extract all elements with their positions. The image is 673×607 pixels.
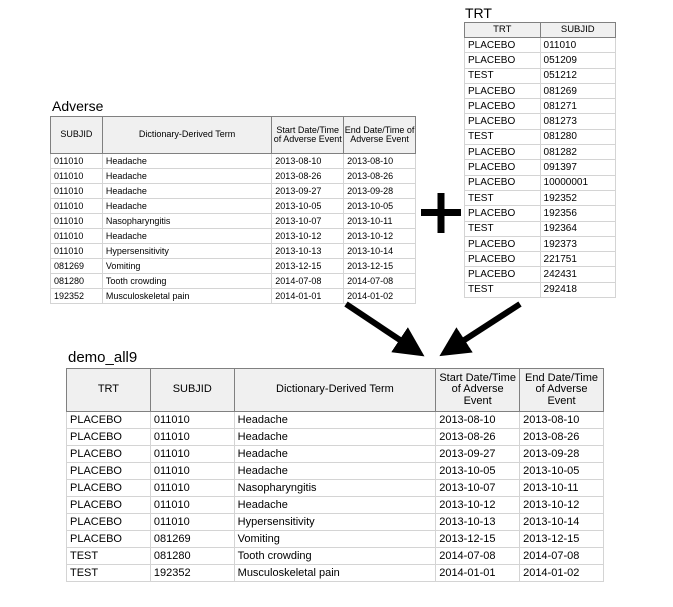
- table-row: [67, 446, 604, 463]
- table-cell: TEST: [465, 282, 541, 297]
- table-cell: 221751: [540, 252, 615, 267]
- table-cell: PLACEBO: [465, 160, 541, 175]
- table-cell: 2013-10-07: [436, 480, 520, 497]
- table-cell: 081280: [150, 548, 234, 565]
- adverse-col-header: End Date/Time of Adverse Event: [344, 117, 416, 154]
- table-cell: Headache: [102, 169, 271, 184]
- table-cell: 2013-10-05: [272, 199, 344, 214]
- table-cell: 2013-12-15: [436, 531, 520, 548]
- table-cell: 011010: [51, 154, 103, 169]
- table-cell: 091397: [540, 160, 615, 175]
- table-cell: 2013-10-05: [344, 199, 416, 214]
- table-row: [51, 199, 416, 214]
- table-row: [465, 252, 616, 267]
- table-cell: PLACEBO: [465, 252, 541, 267]
- table-cell: 011010: [150, 463, 234, 480]
- table-cell: 2013-10-12: [520, 497, 604, 514]
- table-cell: 2014-01-01: [272, 289, 344, 304]
- table-cell: 081271: [540, 99, 615, 114]
- table-cell: 081269: [150, 531, 234, 548]
- table-cell: PLACEBO: [465, 38, 541, 53]
- table-cell: 2013-10-13: [436, 514, 520, 531]
- demo-col-header: Dictionary-Derived Term: [234, 369, 436, 412]
- table-cell: 292418: [540, 282, 615, 297]
- table-row: [465, 221, 616, 236]
- table-cell: TEST: [465, 68, 541, 83]
- demo-col-header: SUBJID: [150, 369, 234, 412]
- table-cell: 2014-07-08: [520, 548, 604, 565]
- table-cell: PLACEBO: [465, 53, 541, 68]
- table-cell: 2013-12-15: [520, 531, 604, 548]
- table-row: [67, 497, 604, 514]
- table-cell: 192352: [51, 289, 103, 304]
- table-cell: 081273: [540, 114, 615, 129]
- table-cell: Nasopharyngitis: [102, 214, 271, 229]
- table-row: [465, 145, 616, 160]
- adverse-body: [51, 154, 416, 304]
- table-cell: 081282: [540, 145, 615, 160]
- table-cell: 192352: [150, 565, 234, 582]
- adverse-table-title: Adverse: [52, 98, 104, 114]
- table-row: [51, 214, 416, 229]
- table-row: [465, 282, 616, 297]
- table-row: [67, 463, 604, 480]
- table-row: [67, 429, 604, 446]
- table-cell: Vomiting: [102, 259, 271, 274]
- table-row: [465, 129, 616, 144]
- plus-icon: [418, 188, 464, 238]
- table-cell: 2013-08-10: [272, 154, 344, 169]
- table-row: [67, 531, 604, 548]
- table-cell: PLACEBO: [465, 83, 541, 98]
- table-row: [465, 190, 616, 205]
- table-cell: 2013-10-05: [520, 463, 604, 480]
- table-cell: 011010: [540, 38, 615, 53]
- table-row: [465, 83, 616, 98]
- table-row: [51, 154, 416, 169]
- table-cell: 011010: [150, 497, 234, 514]
- table-cell: 2013-10-07: [272, 214, 344, 229]
- table-cell: 2014-01-01: [436, 565, 520, 582]
- table-cell: PLACEBO: [67, 446, 151, 463]
- table-cell: 2013-09-27: [436, 446, 520, 463]
- table-cell: PLACEBO: [465, 175, 541, 190]
- table-cell: Hypersensitivity: [234, 514, 436, 531]
- table-row: [465, 53, 616, 68]
- table-cell: Musculoskeletal pain: [102, 289, 271, 304]
- table-cell: 011010: [51, 199, 103, 214]
- table-cell: Headache: [102, 184, 271, 199]
- table-row: [465, 99, 616, 114]
- trt-table-title: TRT: [465, 5, 492, 21]
- table-row: [465, 206, 616, 221]
- table-row: [51, 289, 416, 304]
- table-row: [51, 229, 416, 244]
- table-cell: 011010: [150, 514, 234, 531]
- table-cell: 10000001: [540, 175, 615, 190]
- table-cell: 2013-08-26: [520, 429, 604, 446]
- adverse-table: [50, 116, 416, 304]
- table-cell: 011010: [51, 229, 103, 244]
- table-cell: 011010: [150, 412, 234, 429]
- table-row: [67, 548, 604, 565]
- table-cell: 011010: [51, 214, 103, 229]
- arrow-from-trt: [452, 304, 520, 348]
- table-cell: 081280: [540, 129, 615, 144]
- table-cell: 2013-08-26: [272, 169, 344, 184]
- table-cell: PLACEBO: [67, 480, 151, 497]
- table-row: [465, 267, 616, 282]
- table-cell: 2013-09-27: [272, 184, 344, 199]
- table-cell: PLACEBO: [67, 514, 151, 531]
- trt-body: [465, 38, 616, 298]
- table-cell: Vomiting: [234, 531, 436, 548]
- table-cell: 081280: [51, 274, 103, 289]
- table-cell: 011010: [150, 429, 234, 446]
- table-cell: Headache: [234, 429, 436, 446]
- table-cell: 2014-07-08: [436, 548, 520, 565]
- table-row: [465, 160, 616, 175]
- demo-table-title: demo_all9: [68, 349, 138, 366]
- table-row: [67, 514, 604, 531]
- adverse-header-row: [51, 117, 416, 154]
- table-cell: 2013-10-12: [436, 497, 520, 514]
- table-cell: Musculoskeletal pain: [234, 565, 436, 582]
- table-row: [465, 175, 616, 190]
- table-cell: 192373: [540, 236, 615, 251]
- table-cell: 2013-10-12: [272, 229, 344, 244]
- table-cell: Headache: [102, 199, 271, 214]
- demo-header-row: [67, 369, 604, 412]
- table-cell: PLACEBO: [67, 429, 151, 446]
- table-cell: PLACEBO: [465, 206, 541, 221]
- table-cell: TEST: [67, 548, 151, 565]
- table-cell: 2014-07-08: [344, 274, 416, 289]
- table-row: [465, 68, 616, 83]
- table-cell: 2014-01-02: [344, 289, 416, 304]
- trt-col-header: SUBJID: [540, 23, 615, 38]
- table-cell: Hypersensitivity: [102, 244, 271, 259]
- table-cell: 2013-08-10: [344, 154, 416, 169]
- table-cell: TEST: [465, 190, 541, 205]
- table-cell: 2013-12-15: [272, 259, 344, 274]
- table-cell: 2013-12-15: [344, 259, 416, 274]
- table-cell: 011010: [51, 169, 103, 184]
- demo-col-header: Start Date/Time of Adverse Event: [436, 369, 520, 412]
- table-cell: PLACEBO: [465, 236, 541, 251]
- table-cell: 2014-01-02: [520, 565, 604, 582]
- table-row: [465, 38, 616, 53]
- table-cell: 2013-09-28: [520, 446, 604, 463]
- table-cell: 2013-08-10: [436, 412, 520, 429]
- table-cell: 2013-10-14: [520, 514, 604, 531]
- table-cell: 2013-08-26: [436, 429, 520, 446]
- table-cell: 192364: [540, 221, 615, 236]
- table-cell: Headache: [234, 497, 436, 514]
- table-cell: Tooth crowding: [102, 274, 271, 289]
- table-row: [51, 274, 416, 289]
- table-cell: PLACEBO: [465, 267, 541, 282]
- table-cell: 2013-10-12: [344, 229, 416, 244]
- table-cell: PLACEBO: [67, 412, 151, 429]
- table-cell: 011010: [51, 184, 103, 199]
- table-cell: PLACEBO: [67, 531, 151, 548]
- table-cell: PLACEBO: [465, 145, 541, 160]
- table-cell: 011010: [150, 480, 234, 497]
- demo-col-header: End Date/Time of Adverse Event: [520, 369, 604, 412]
- adverse-col-header: Start Date/Time of Adverse Event: [272, 117, 344, 154]
- table-cell: 051209: [540, 53, 615, 68]
- table-cell: 2013-10-11: [520, 480, 604, 497]
- table-row: [51, 184, 416, 199]
- adverse-col-header: SUBJID: [51, 117, 103, 154]
- table-row: [51, 259, 416, 274]
- demo-col-header: TRT: [67, 369, 151, 412]
- table-cell: 2014-07-08: [272, 274, 344, 289]
- table-row: [51, 244, 416, 259]
- table-cell: TEST: [465, 129, 541, 144]
- demo-body: [67, 412, 604, 582]
- table-cell: Headache: [102, 154, 271, 169]
- table-row: [67, 565, 604, 582]
- table-cell: 192356: [540, 206, 615, 221]
- adverse-col-header: Dictionary-Derived Term: [102, 117, 271, 154]
- table-row: [465, 114, 616, 129]
- table-cell: 242431: [540, 267, 615, 282]
- table-cell: 2013-10-13: [272, 244, 344, 259]
- arrow-from-adverse: [346, 304, 412, 348]
- demo-all9-table: [66, 368, 604, 582]
- table-cell: Headache: [234, 463, 436, 480]
- table-cell: Headache: [234, 412, 436, 429]
- table-cell: TEST: [465, 221, 541, 236]
- table-cell: 051212: [540, 68, 615, 83]
- table-row: [51, 169, 416, 184]
- table-cell: PLACEBO: [67, 463, 151, 480]
- table-cell: 2013-10-05: [436, 463, 520, 480]
- table-cell: 081269: [540, 83, 615, 98]
- table-cell: 2013-08-10: [520, 412, 604, 429]
- table-cell: 2013-10-11: [344, 214, 416, 229]
- trt-col-header: TRT: [465, 23, 541, 38]
- table-cell: Headache: [234, 446, 436, 463]
- table-cell: 2013-08-26: [344, 169, 416, 184]
- table-cell: PLACEBO: [67, 497, 151, 514]
- table-cell: Tooth crowding: [234, 548, 436, 565]
- table-row: [465, 236, 616, 251]
- trt-header-row: [465, 23, 616, 38]
- table-cell: 2013-10-14: [344, 244, 416, 259]
- table-cell: 081269: [51, 259, 103, 274]
- table-cell: Headache: [102, 229, 271, 244]
- table-cell: TEST: [67, 565, 151, 582]
- table-cell: PLACEBO: [465, 99, 541, 114]
- table-cell: 2013-09-28: [344, 184, 416, 199]
- table-row: [67, 480, 604, 497]
- table-cell: 011010: [150, 446, 234, 463]
- table-cell: 011010: [51, 244, 103, 259]
- table-row: [67, 412, 604, 429]
- table-cell: PLACEBO: [465, 114, 541, 129]
- table-cell: 192352: [540, 190, 615, 205]
- table-cell: Nasopharyngitis: [234, 480, 436, 497]
- trt-table: [464, 22, 616, 298]
